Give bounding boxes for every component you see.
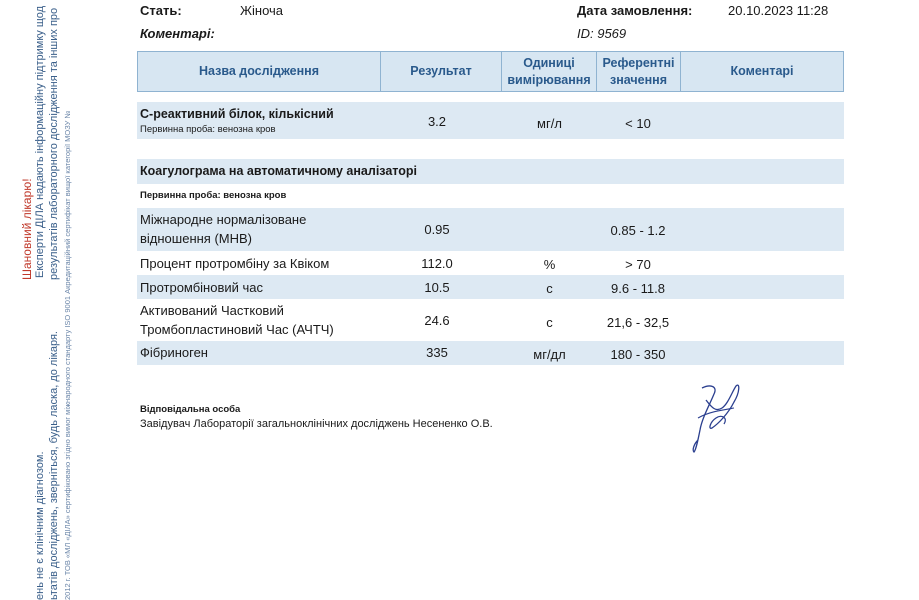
units-value: мг/дл bbox=[533, 347, 566, 362]
col-header-reference: Референтні значення bbox=[597, 52, 681, 91]
side-text-line-2-bottom: ьтатів досліджень, зверніться, будь ласка, до лікаря. bbox=[48, 331, 60, 600]
order-date-value: 20.10.2023 11:28 bbox=[728, 3, 829, 18]
result-value: 3.2 bbox=[427, 114, 447, 129]
reference-value: > 70 bbox=[625, 257, 651, 272]
comment-label: Коментарі: bbox=[140, 26, 215, 41]
sex-label: Стать: bbox=[140, 3, 182, 18]
test-name: Процент протромбіну за Квіком bbox=[140, 256, 330, 271]
side-greeting: Шановний лікарю! bbox=[20, 178, 34, 280]
reference-value: 180 - 350 bbox=[610, 347, 666, 362]
section-sample-row bbox=[137, 184, 844, 208]
order-id: ID: 9569 bbox=[577, 26, 627, 41]
test-name: Протромбіновий час bbox=[140, 280, 264, 295]
reference-value: 21,6 - 32,5 bbox=[606, 315, 670, 330]
col-header-comment: Коментарі bbox=[730, 64, 794, 78]
responsible-person: Завідувач Лабораторії загальноклінічних досліджень Несененко О.В. bbox=[140, 418, 493, 430]
reference-value: < 10 bbox=[625, 116, 651, 131]
units-value: мг/л bbox=[537, 116, 562, 131]
result-value: 335 bbox=[426, 345, 448, 360]
result-value: 112.0 bbox=[421, 256, 453, 271]
reference-value: 9.6 - 11.8 bbox=[611, 281, 665, 296]
table-row-crp bbox=[137, 102, 844, 139]
test-name: С-реактивний білок, кількісний bbox=[140, 107, 334, 121]
units-value: с bbox=[546, 315, 553, 330]
signature-icon bbox=[688, 378, 744, 456]
test-name-line-2: Тромбопластиновий Час (АЧТЧ) bbox=[140, 322, 334, 337]
col-header-units: Одиниці вимірювання bbox=[502, 52, 597, 91]
result-value: 10.5 bbox=[424, 280, 450, 295]
col-header-result: Результат bbox=[381, 52, 502, 91]
test-name: Фібриноген bbox=[140, 345, 208, 360]
responsible-label: Відповідальна особа bbox=[140, 404, 241, 415]
table-row bbox=[137, 299, 844, 341]
sample-type: Первинна проба: венозна кров bbox=[140, 190, 287, 201]
side-notice bbox=[0, 0, 120, 600]
side-text-line-1-top: Експерти ДІЛА надають інформаційну підтримку щод bbox=[34, 5, 46, 278]
test-name-line-1: Міжнародне нормалізоване bbox=[140, 212, 307, 227]
sex-value: Жіноча bbox=[240, 3, 284, 18]
col-header-name: Назва дослідження bbox=[138, 52, 381, 91]
reference-value: 0.85 - 1.2 bbox=[610, 223, 666, 238]
side-certificate-text: 2012 г. ТОВ «МЛ «ДІЛА» сертифіковано згідно вимог міжнародного стандарту ISO 9001 Акредитаційний сертифікат вищої категорії МОЗУ № bbox=[63, 110, 72, 600]
units-value: с bbox=[546, 281, 553, 296]
table-row bbox=[137, 251, 844, 275]
results-table-header bbox=[137, 51, 844, 92]
sample-type: Первинна проба: венозна кров bbox=[140, 124, 276, 135]
result-value: 0.95 bbox=[424, 222, 450, 237]
test-name-line-1: Активований Частковий bbox=[140, 303, 284, 318]
section-coagulogram bbox=[137, 159, 844, 184]
side-text-line-1-bottom: ень не є клінічним діагнозом. bbox=[34, 451, 46, 600]
table-row bbox=[137, 208, 844, 251]
order-date-label: Дата замовлення: bbox=[577, 3, 693, 18]
section-title: Коагулограма на автоматичному аналізаторі bbox=[140, 164, 417, 178]
test-name-line-2: відношення (МНВ) bbox=[140, 231, 253, 246]
result-value: 24.6 bbox=[424, 313, 450, 328]
table-row bbox=[137, 341, 844, 365]
table-row bbox=[137, 275, 844, 299]
side-text-line-2-top: результатів лабораторного дослідження та інших про bbox=[48, 7, 60, 280]
units-value: % bbox=[543, 257, 556, 272]
